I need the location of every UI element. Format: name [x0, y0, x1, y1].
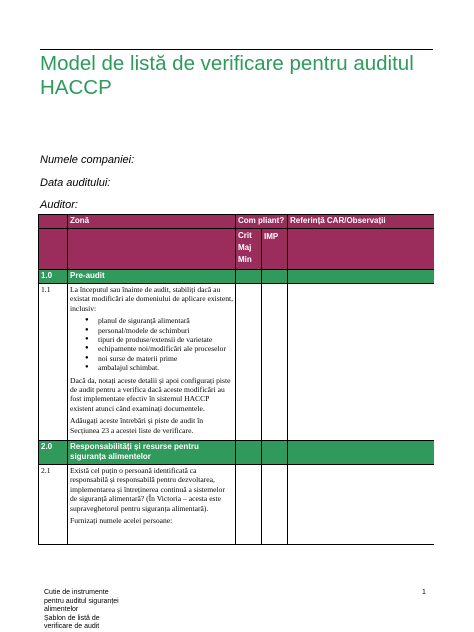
document-title: Model de listă de verificare pentru auditul HACCP — [40, 52, 414, 99]
item-text — [68, 465, 236, 545]
header-min: Min — [238, 255, 252, 264]
section-title: Responsabilități și resurse pentru siguranța alimentelor — [68, 441, 236, 465]
header-blank-cell — [68, 229, 236, 270]
section-row-1 — [39, 270, 435, 284]
header-reference: Referință CAR/Observații — [288, 215, 435, 229]
company-name-field: Numele companiei: — [40, 154, 135, 166]
footer-line: alimentelor — [44, 606, 79, 613]
section-number: 2.0 — [39, 441, 68, 465]
item-row-2-1 — [39, 465, 435, 545]
imp-cell[interactable] — [262, 284, 288, 441]
item-paragraph: Dacă da, notați aceste detalii și apoi configurați piste de audit pentru a verifica dacă aceste modificări au fost implementate efectiv în sistemul HACCP existent atunci când examinați documentele. — [70, 375, 231, 413]
item-row-1-1 — [39, 284, 435, 441]
item-paragraph: Există cel puțin o persoană identificată ca responsabilă și responsabilă pentru dezvoltarea, implementarea și întreținerea continuă a sistemelor de siguranță alimentară? (În Victoria – acesta este supraveghetorul pentru siguranța alimentară). — [70, 466, 225, 513]
header-zone: Zonă — [68, 215, 236, 229]
item-number: 1.1 — [39, 284, 68, 441]
list-item: ● noi surse de materii prime — [98, 354, 233, 363]
header-crit: Crit — [238, 231, 252, 240]
list-item: ● tipuri de produse/extensii de varietate — [98, 335, 233, 344]
auditor-field: Auditor: — [40, 199, 78, 211]
footer-doc-label — [44, 589, 154, 632]
item-text — [68, 284, 236, 441]
footer-line: pentru auditul siguranței — [44, 597, 119, 605]
header-blank-cell — [39, 229, 68, 270]
imp-cell[interactable] — [262, 465, 288, 545]
header-maj: Maj — [238, 243, 252, 252]
top-rule — [40, 49, 433, 50]
list-item: ● echipamente noi/modificări ale proceselor — [98, 344, 233, 353]
checklist-table-container — [38, 214, 434, 550]
item-number: 2.1 — [39, 465, 68, 545]
header-compliant: Com pliant? — [236, 215, 288, 229]
table-header-row-1 — [39, 215, 435, 229]
observation-cell[interactable] — [288, 284, 435, 441]
item-paragraph: La începutul sau înainte de audit, stabiliți dacă au existat modificări ale domeniului de aplicare existent, inclusiv: — [70, 285, 233, 313]
list-item: ● personal/modele de schimburi — [98, 326, 233, 335]
section-row-2 — [39, 441, 435, 465]
item-paragraph: Furnizați numele acelei persoane: — [70, 516, 173, 526]
audit-date-field: Data auditului: — [40, 177, 111, 189]
item-paragraph: Adăugați aceste întrebări și piste de audit în Secțiunea 23 a acestei liste de verificare. — [70, 416, 204, 435]
severity-cell[interactable] — [236, 465, 262, 545]
list-item: ● planul de siguranță alimentară — [98, 316, 233, 325]
observation-cell[interactable] — [288, 465, 435, 545]
severity-cell[interactable] — [236, 284, 262, 441]
checklist-table — [38, 214, 434, 545]
footer-line: Șablon de listă de — [44, 614, 100, 622]
header-severity-cell — [236, 229, 262, 270]
section-title: Pre-audit — [68, 270, 236, 284]
footer-line: Cutie de instrumente — [44, 589, 109, 596]
header-blank-cell — [39, 215, 68, 229]
section-number: 1.0 — [39, 270, 68, 284]
table-header-row-2 — [39, 229, 435, 270]
list-item: ● ambalajul schimbat. — [98, 363, 233, 372]
page-number: 1 — [422, 589, 426, 596]
header-imp: IMP — [262, 229, 288, 270]
item-bullet-list — [70, 316, 233, 372]
header-blank-cell — [288, 229, 435, 270]
footer-line: verificare de audit — [44, 623, 100, 630]
